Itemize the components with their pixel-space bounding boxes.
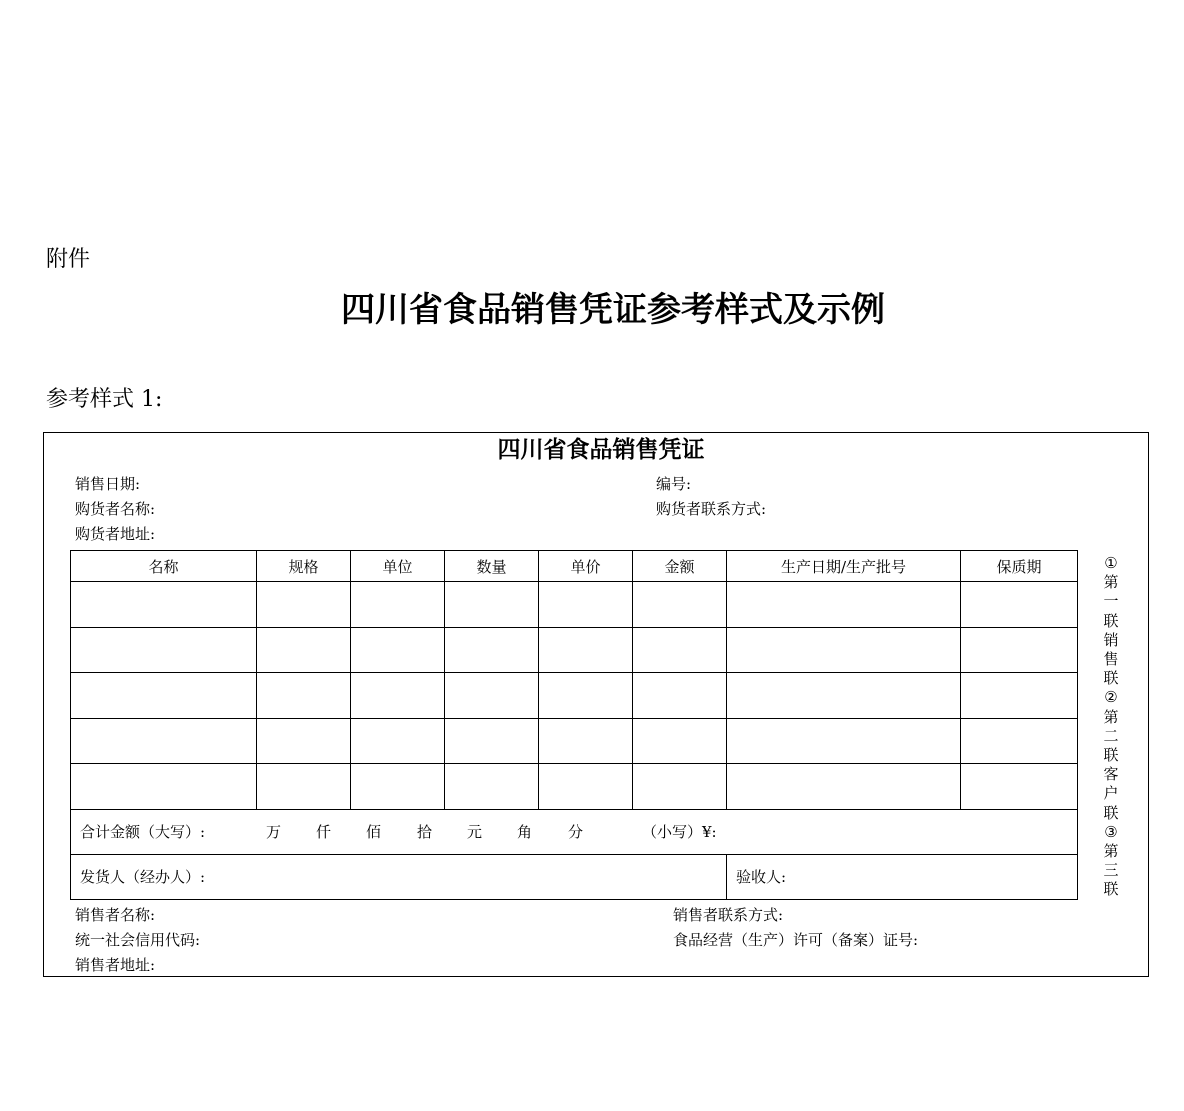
column-header: 保质期: [961, 551, 1078, 582]
table-cell[interactable]: [727, 627, 961, 673]
copy-char: ③: [1104, 822, 1118, 841]
table-cell[interactable]: [351, 764, 445, 810]
table-cell[interactable]: [71, 764, 257, 810]
column-header: 金额: [633, 551, 727, 582]
attachment-label: 附件: [46, 247, 91, 272]
table-cell[interactable]: [257, 718, 351, 764]
table-cell[interactable]: [351, 673, 445, 719]
unit-bai: 佰: [366, 822, 382, 841]
table-cell[interactable]: [257, 627, 351, 673]
copy-char: 第: [1103, 842, 1119, 861]
column-header: 名称: [71, 551, 257, 582]
table-cell[interactable]: [727, 764, 961, 810]
copy-char: 联: [1103, 880, 1119, 899]
copy-char: 联: [1103, 803, 1119, 822]
seller-contact-label: 销售者联系方式:: [673, 906, 784, 924]
copy-char: 第: [1103, 573, 1119, 592]
table-cell[interactable]: [539, 582, 633, 628]
copy-char: 客: [1103, 765, 1119, 784]
seller-address-label: 销售者地址:: [75, 956, 156, 974]
table-row: [71, 673, 1078, 719]
column-header: 生产日期/生产批号: [727, 551, 961, 582]
receiver-label: 验收人:: [736, 867, 787, 886]
table-cell[interactable]: [351, 582, 445, 628]
table-row: [71, 582, 1078, 628]
seller-name-label: 销售者名称:: [75, 906, 156, 924]
table-cell[interactable]: [71, 627, 257, 673]
copy-char: 联: [1103, 669, 1119, 688]
number-label: 编号:: [656, 475, 692, 493]
table-cell[interactable]: [633, 764, 727, 810]
table-cell[interactable]: [539, 627, 633, 673]
total-cell[interactable]: [71, 809, 1078, 854]
license-label: 食品经营（生产）许可（备案）证号:: [673, 931, 919, 949]
table-cell[interactable]: [633, 718, 727, 764]
table-cell[interactable]: [445, 764, 539, 810]
copy-char: 联: [1103, 746, 1119, 765]
table-cell[interactable]: [961, 718, 1078, 764]
table-cell[interactable]: [539, 673, 633, 719]
table-cell[interactable]: [71, 582, 257, 628]
table-cell[interactable]: [961, 627, 1078, 673]
small-amount-label: （小写）¥:: [642, 822, 717, 841]
unit-yuan: 元: [467, 822, 483, 841]
receiver-cell[interactable]: [727, 854, 1078, 899]
copy-char: 三: [1103, 861, 1119, 880]
copy-char: ①: [1104, 554, 1118, 572]
copy-char: 第: [1103, 707, 1119, 726]
copy-char: 一: [1103, 592, 1119, 611]
total-row: [71, 809, 1078, 854]
unit-shi: 拾: [417, 822, 433, 841]
column-header: 数量: [445, 551, 539, 582]
table-cell[interactable]: [445, 718, 539, 764]
total-amount-label: 合计金额（大写）:: [80, 822, 206, 841]
buyer-name-label: 购货者名称:: [75, 500, 156, 518]
table-cell[interactable]: [961, 673, 1078, 719]
voucher-form: [43, 432, 1149, 977]
items-table: [70, 550, 1078, 900]
table-cell[interactable]: [633, 673, 727, 719]
shipper-cell[interactable]: [71, 854, 727, 899]
copy-char: 二: [1103, 726, 1119, 745]
copy-char: 联: [1103, 611, 1119, 630]
sign-row: [71, 854, 1078, 899]
column-header: 规格: [257, 551, 351, 582]
page-title: 四川省食品销售凭证参考样式及示例: [341, 290, 885, 330]
credit-code-label: 统一社会信用代码:: [75, 931, 201, 949]
buyer-contact-label: 购货者联系方式:: [656, 500, 767, 518]
table-cell[interactable]: [445, 582, 539, 628]
voucher-title: 四川省食品销售凭证: [497, 437, 705, 463]
unit-fen: 分: [568, 822, 584, 841]
table-cell[interactable]: [445, 627, 539, 673]
table-cell[interactable]: [633, 627, 727, 673]
shipper-label: 发货人（经办人）:: [80, 867, 206, 886]
table-cell[interactable]: [445, 673, 539, 719]
table-cell[interactable]: [351, 718, 445, 764]
unit-wan: 万: [266, 822, 282, 841]
sale-date-label: 销售日期:: [75, 475, 141, 493]
table-cell[interactable]: [727, 673, 961, 719]
table-cell[interactable]: [257, 764, 351, 810]
table-cell[interactable]: [257, 582, 351, 628]
table-cell[interactable]: [351, 627, 445, 673]
table-row: [71, 627, 1078, 673]
table-cell[interactable]: [633, 582, 727, 628]
style-label: 参考样式 1:: [46, 387, 163, 412]
copy-char: 售: [1103, 650, 1119, 669]
copy-char: 户: [1103, 784, 1119, 803]
copies-column: [1096, 554, 1126, 900]
table-cell[interactable]: [257, 673, 351, 719]
copy-char: ②: [1104, 688, 1118, 707]
table-cell[interactable]: [539, 718, 633, 764]
table-cell[interactable]: [71, 718, 257, 764]
unit-jiao: 角: [517, 822, 533, 841]
unit-qian: 仟: [316, 822, 332, 841]
table-row: [71, 764, 1078, 810]
table-cell[interactable]: [727, 718, 961, 764]
column-header: 单位: [351, 551, 445, 582]
table-cell[interactable]: [961, 582, 1078, 628]
table-cell[interactable]: [71, 673, 257, 719]
table-row: [71, 718, 1078, 764]
table-cell[interactable]: [961, 764, 1078, 810]
copy-char: 销: [1103, 630, 1119, 649]
column-header: 单价: [539, 551, 633, 582]
table-cell[interactable]: [727, 582, 961, 628]
buyer-address-label: 购货者地址:: [75, 525, 156, 543]
table-cell[interactable]: [539, 764, 633, 810]
table-header-row: [71, 551, 1078, 582]
